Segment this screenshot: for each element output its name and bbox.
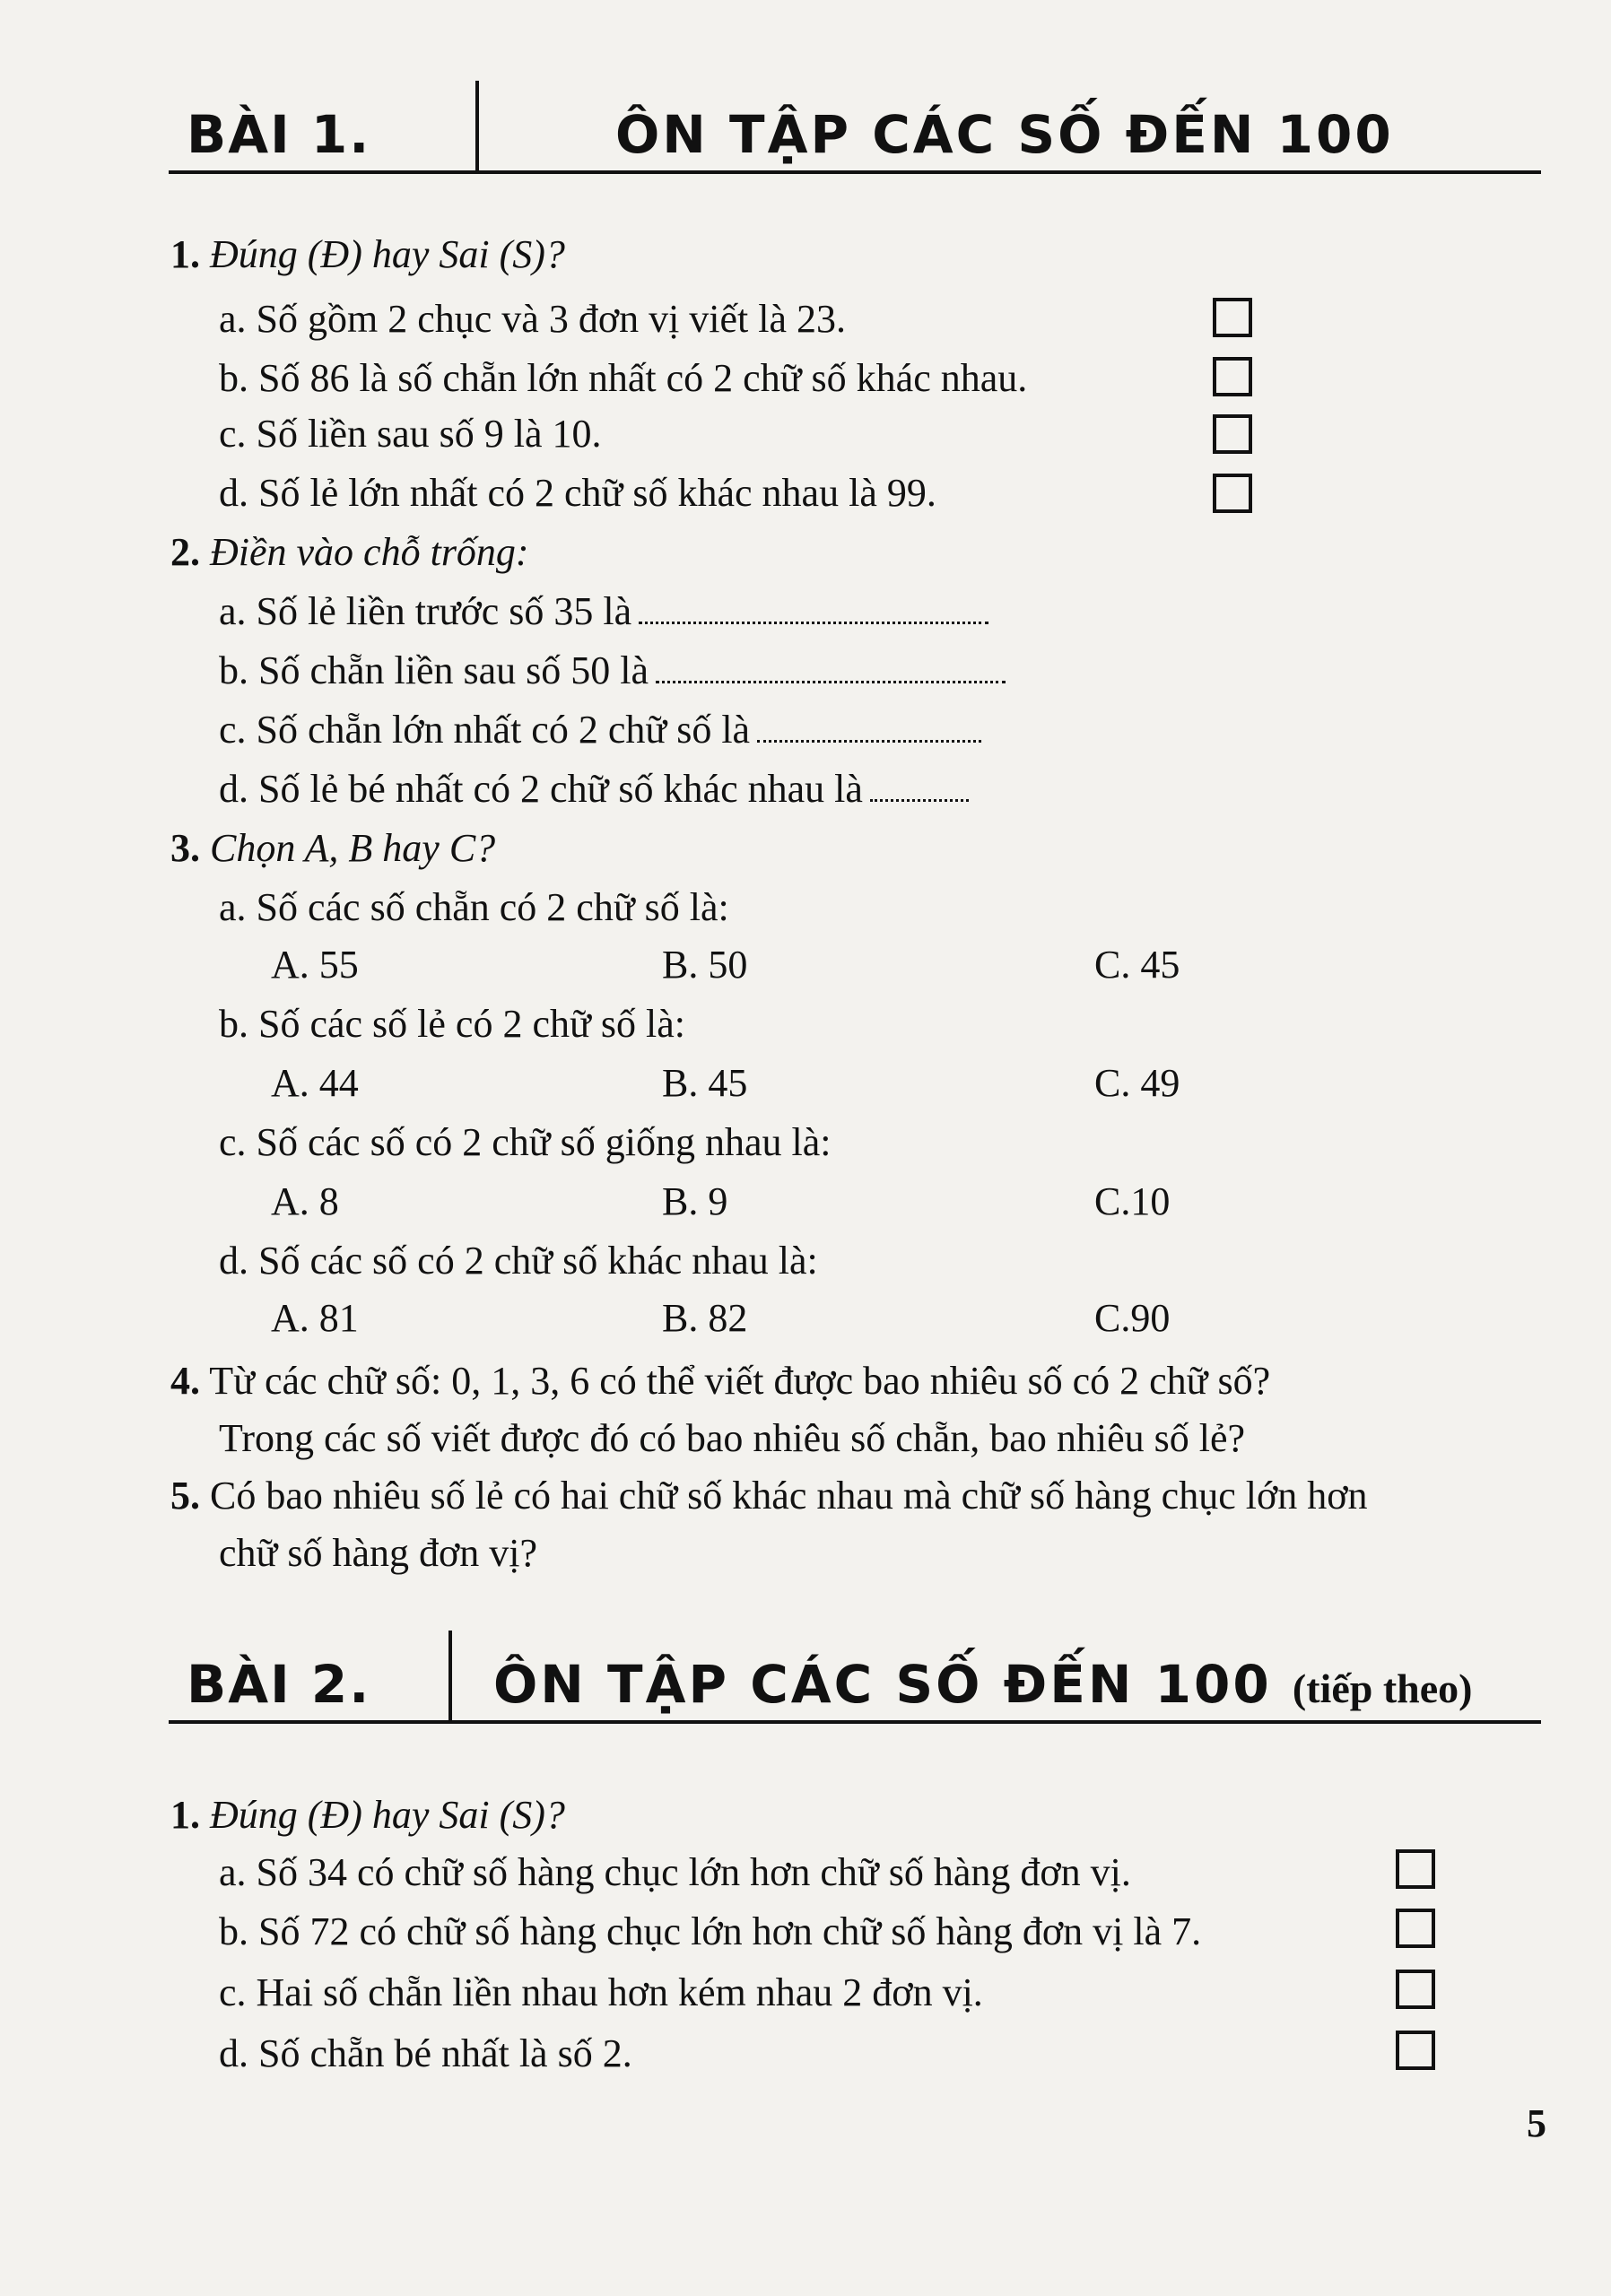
fill-blank[interactable] — [757, 709, 981, 743]
l2-q1-item-d: d. Số chẵn bé nhất là số 2. — [219, 2031, 632, 2075]
fill-blank[interactable] — [656, 650, 1006, 683]
lesson-1-header — [169, 81, 1541, 174]
q2-item-d: d. Số lẻ bé nhất có 2 chữ số khác nhau là — [219, 764, 969, 814]
q3-option-c[interactable]: C.90 — [1094, 1296, 1171, 1340]
lesson-2-title: ÔN TẬP CÁC SỐ ĐẾN 100 (tiếp theo) — [493, 1654, 1473, 1715]
answer-box[interactable] — [1213, 357, 1252, 396]
answer-box[interactable] — [1396, 2031, 1435, 2070]
page-number: 5 — [1527, 2101, 1546, 2145]
q3-part-b-prompt: b. Số các số lẻ có 2 chữ số là: — [219, 1002, 685, 1046]
q3-option-a[interactable]: A. 55 — [271, 943, 359, 987]
q1-item-c: c. Số liền sau số 9 là 10. — [219, 412, 602, 456]
question-4-line-1: 4. Từ các chữ số: 0, 1, 3, 6 có thể viết được bao nhiêu số có 2 chữ số? — [170, 1359, 1271, 1403]
answer-box[interactable] — [1213, 414, 1252, 454]
lesson-2-suffix: (tiếp theo) — [1292, 1665, 1473, 1711]
q3-option-a[interactable]: A. 8 — [271, 1179, 339, 1223]
lesson-2-number: BÀI 2. — [187, 1654, 371, 1715]
q1-item-b: b. Số 86 là số chẵn lớn nhất có 2 chữ số khác nhau. — [219, 356, 1028, 400]
q2-item-a: a. Số lẻ liền trước số 35 là — [219, 587, 988, 637]
q1-item-d: d. Số lẻ lớn nhất có 2 chữ số khác nhau là 99. — [219, 471, 936, 515]
question-1-heading: 1. Đúng (Đ) hay Sai (S)? — [170, 232, 565, 276]
question-4-line-2: Trong các số viết được đó có bao nhiêu số chẵn, bao nhiêu số lẻ? — [219, 1416, 1245, 1460]
answer-box[interactable] — [1213, 474, 1252, 513]
q3-part-d-prompt: d. Số các số có 2 chữ số khác nhau là: — [219, 1239, 818, 1283]
question-5-line-2: chữ số hàng đơn vị? — [219, 1531, 538, 1575]
q3-option-a[interactable]: A. 44 — [271, 1061, 359, 1105]
fill-blank[interactable] — [870, 769, 969, 802]
lesson-1-number: BÀI 1. — [187, 104, 371, 165]
q3-option-b[interactable]: B. 45 — [662, 1061, 748, 1105]
l2-q1-item-c: c. Hai số chẵn liền nhau hơn kém nhau 2 đơn vị. — [219, 1970, 983, 2014]
header-divider — [475, 81, 479, 174]
lesson-1-title: ÔN TẬP CÁC SỐ ĐẾN 100 — [615, 104, 1394, 165]
q3-option-b[interactable]: B. 50 — [662, 943, 748, 987]
q3-option-c[interactable]: C. 45 — [1094, 943, 1180, 987]
q3-option-b[interactable]: B. 9 — [662, 1179, 728, 1223]
q3-option-c[interactable]: C.10 — [1094, 1179, 1171, 1223]
l2-q1-item-b: b. Số 72 có chữ số hàng chục lớn hơn chữ số hàng đơn vị là 7. — [219, 1909, 1202, 1953]
q3-option-c[interactable]: C. 49 — [1094, 1061, 1180, 1105]
q2-item-b: b. Số chẵn liền sau số 50 là — [219, 646, 1006, 696]
q3-option-a[interactable]: A. 81 — [271, 1296, 359, 1340]
q3-part-c-prompt: c. Số các số có 2 chữ số giống nhau là: — [219, 1120, 832, 1164]
lesson-2-question-1-heading: 1. Đúng (Đ) hay Sai (S)? — [170, 1793, 565, 1837]
lesson-2-header — [169, 1631, 1541, 1724]
answer-box[interactable] — [1213, 298, 1252, 337]
header-divider — [448, 1631, 452, 1724]
q3-part-a-prompt: a. Số các số chẵn có 2 chữ số là: — [219, 885, 729, 929]
answer-box[interactable] — [1396, 1909, 1435, 1948]
q2-item-c: c. Số chẵn lớn nhất có 2 chữ số là — [219, 705, 981, 755]
q3-option-b[interactable]: B. 82 — [662, 1296, 748, 1340]
question-5-line-1: 5. Có bao nhiêu số lẻ có hai chữ số khác nhau mà chữ số hàng chục lớn hơn — [170, 1474, 1368, 1518]
answer-box[interactable] — [1396, 1849, 1435, 1889]
q1-item-a: a. Số gồm 2 chục và 3 đơn vị viết là 23. — [219, 297, 847, 341]
fill-blank[interactable] — [639, 591, 988, 624]
question-3-heading: 3. Chọn A, B hay C? — [170, 826, 496, 870]
answer-box[interactable] — [1396, 1970, 1435, 2009]
l2-q1-item-a: a. Số 34 có chữ số hàng chục lớn hơn chữ số hàng đơn vị. — [219, 1850, 1131, 1894]
question-2-heading: 2. Điền vào chỗ trống: — [170, 530, 529, 574]
